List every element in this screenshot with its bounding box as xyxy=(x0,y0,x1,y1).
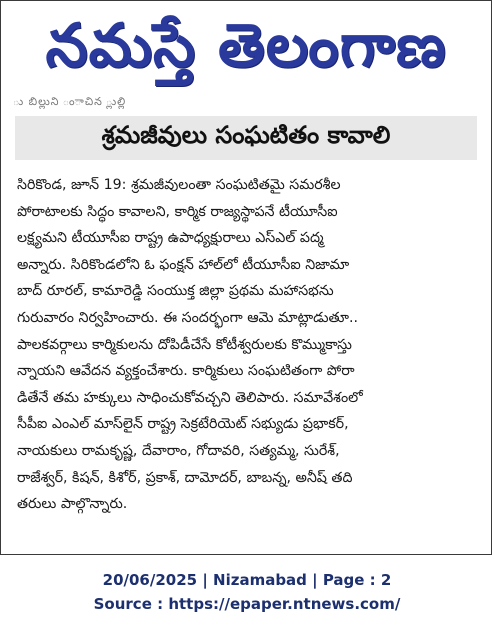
article-body xyxy=(17,172,477,518)
headline-banner xyxy=(15,116,477,160)
masthead-logo: నమస్తే తెలంగాణ xyxy=(45,11,447,81)
article-line: పోరాటాలకు సిద్ధం కావాలని, కార్మిక రాజ్యస్థాపనే టీయూసీఐ xyxy=(17,203,338,220)
article-line: బాద్ రూరల్, కామారెడ్డి సంయుక్త జిల్లా ప్రథమ మహాసభను xyxy=(17,283,334,300)
article-line: సీపీఐ ఎంఎల్ మాస్‌లైన్ రాష్ట్ర సెక్రటేరియెట్ సభ్యుడు ప్రభాకర్, xyxy=(17,416,349,433)
masthead xyxy=(1,3,491,89)
publication-meta: 20/06/2025 | Nizamabad | Page : 2 xyxy=(102,571,392,589)
article-line: రాజేశ్వర్, కిషన్, కిశోర్, ప్రకాశ్, దామోదర్, బాబన్న, అనీష్ తది xyxy=(17,469,353,486)
article-line: నాయకులు రామకృష్ణ, దేవారాం, గోదావరి, సత్యమ్మ, సురేశ్, xyxy=(17,442,340,459)
article-line: న్నాయని ఆవేదన వ్యక్తంచేశారు. కార్మికులు సంఘటితంగా పోరా xyxy=(17,363,355,380)
clipping-footer xyxy=(0,568,494,616)
source-link[interactable]: Source : https://epaper.ntnews.com/ xyxy=(93,595,401,613)
article-line: సిరికొండ, జూన్ 19: శ్రమజీవులంతా సంఘటితమై సమరశీల xyxy=(17,177,341,193)
article-line: డితేనే తమ హక్కులు సాధించుకోవచ్చని తెలిపారు. సమావేశంలో xyxy=(17,389,363,406)
article-line: అన్నారు. సిరికొండలోని ఓ ఫంక్షన్ హాల్‌లో టీయూసీఐ నిజామా xyxy=(17,256,350,273)
article-line: తరులు పాల్గొన్నారు. xyxy=(17,496,128,513)
article-line: లక్ష్యమని టీయూసీఐ రాష్ట్ర ఉపాధ్యక్షురాలు ఎస్ఎల్ పద్మ xyxy=(17,230,324,247)
article-line: గురువారం నిర్వహించారు. ఈ సందర్భంగా ఆమె మాట్లాడుతూ.. xyxy=(17,309,359,326)
article-line: పాలకవర్గాలు కార్మికులను దోపిడీచేసే కోటీశ్వరులకు కొమ్ముకాస్తు xyxy=(17,336,352,353)
article-headline: శ్రమజీవులు సంఘటితం కావాలి xyxy=(101,121,391,149)
cut-previous-article-line: ు బిల్లుని ంాచిన ్లుల్లి xyxy=(13,95,127,108)
